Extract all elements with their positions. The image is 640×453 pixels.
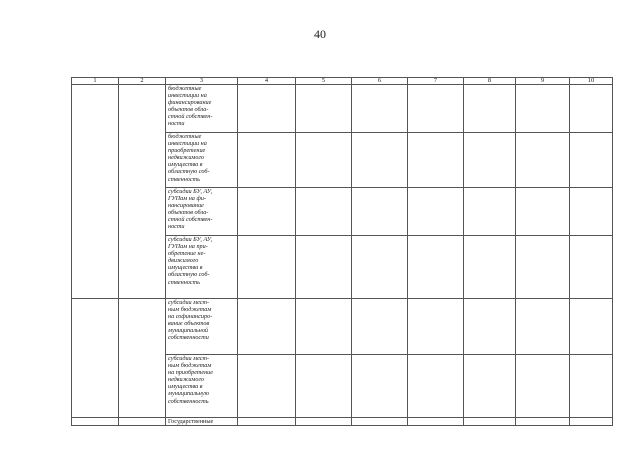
table-cell [464,355,516,418]
table-cell [570,355,613,418]
table-cell [296,188,352,236]
budget-table [71,77,613,426]
row-label: субсидии БУ, АУ, ГУПам на при- обретение не- движимого имущества в областную соб- ственность [166,236,238,299]
table-cell [464,188,516,236]
table-cell [408,85,464,133]
column-number: 3 [166,78,238,85]
table-cell [516,85,570,133]
table-cell [516,355,570,418]
table-cell [296,236,352,299]
table-cell [408,133,464,188]
page-number: 40 [314,27,326,41]
table-cell [119,418,166,426]
table-cell [570,133,613,188]
table-cell [570,299,613,355]
table-cell [119,299,166,418]
table-cell [352,355,408,418]
table-row [72,85,613,133]
table-cell [238,299,296,355]
column-number-row [72,78,613,85]
row-label: бюджетные инвестиции на приобретение недвижимого имущества в областную соб- ственность [166,133,238,188]
table-cell [516,236,570,299]
table-cell [464,418,516,426]
table-cell [408,355,464,418]
table-cell [570,85,613,133]
table-row [72,299,613,355]
row-label: бюджетные инвестиции на финансирование объектов обла- стной собствен- ности [166,85,238,133]
table-cell [464,236,516,299]
row-label: субсидии БУ, АУ, ГУПам на фи- нансирование объектов обла- стной собствен- ности [166,188,238,236]
table-row [72,418,613,426]
table-cell [570,418,613,426]
table-cell [238,236,296,299]
column-number: 4 [238,78,296,85]
table-cell [296,85,352,133]
table-cell [352,188,408,236]
table-cell [464,133,516,188]
table-cell [516,133,570,188]
table-cell [352,418,408,426]
column-number: 9 [516,78,570,85]
table-cell [352,299,408,355]
row-label: субсидии мест- ным бюджетам на приобретение недвижимого имущества в муниципальную собственность [166,355,238,418]
row-label: субсидии мест- ным бюджетам на софинансиро- вание объектов муниципальной собственности [166,299,238,355]
table-cell [238,133,296,188]
column-number: 1 [72,78,119,85]
table-cell [516,188,570,236]
column-number: 7 [408,78,464,85]
column-number: 8 [464,78,516,85]
table-cell [408,188,464,236]
table-cell [352,133,408,188]
table-cell [296,299,352,355]
table-cell [72,85,119,299]
table-cell [72,299,119,418]
table-cell [408,299,464,355]
table-cell [464,85,516,133]
table-cell [296,133,352,188]
table-cell [238,418,296,426]
table-cell [352,236,408,299]
table-cell [238,355,296,418]
table-cell [72,418,119,426]
row-label: Государственные [166,418,238,426]
column-number: 6 [352,78,408,85]
column-number: 2 [119,78,166,85]
table-cell [516,299,570,355]
table-cell [516,418,570,426]
column-number: 10 [570,78,613,85]
table-cell [238,85,296,133]
table-cell [238,188,296,236]
table-cell [570,188,613,236]
table-cell [408,236,464,299]
table-cell [352,85,408,133]
table-cell [570,236,613,299]
table-cell [119,85,166,299]
table-cell [408,418,464,426]
table-cell [296,418,352,426]
table-cell [464,299,516,355]
column-number: 5 [296,78,352,85]
table-cell [296,355,352,418]
